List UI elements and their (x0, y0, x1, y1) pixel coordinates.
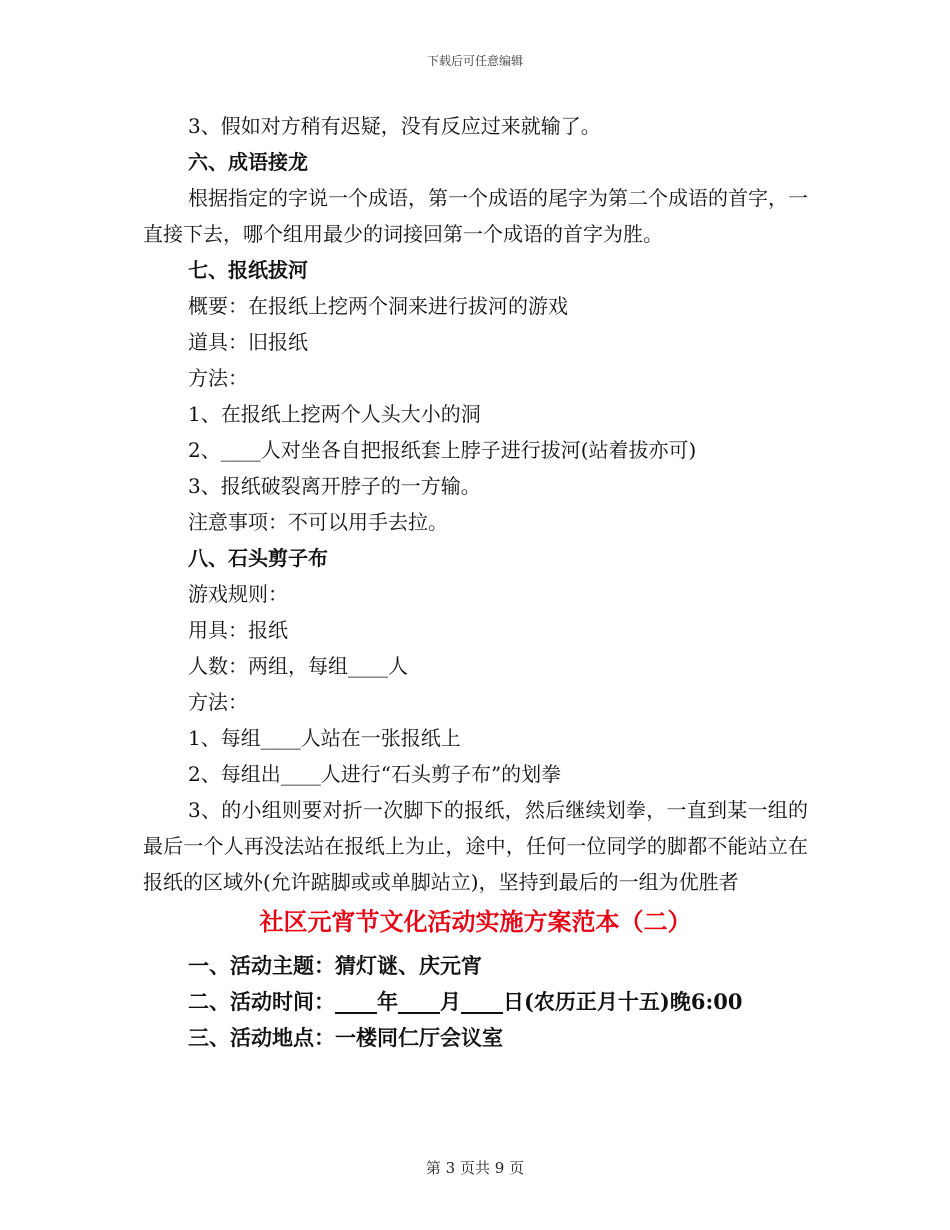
list-item: 2、____人对坐各自把报纸套上脖子进行拔河(站着拔亦可) (188, 438, 697, 462)
activity-time: 二、活动时间：____年____月____日(农历正月十五)晚6:00 (188, 989, 743, 1014)
paragraph: 用具：报纸 (188, 618, 288, 642)
list-item: 3、的小组则要对折一次脚下的报纸，然后继续划拳，一直到某一组的最后一个人再没法站在报纸上为止，途中，任何一位同学的脚都不能站立在报纸的区域外(允许踮脚或或单脚站立)，坚持到最后的一组为优胜者 (143, 798, 808, 894)
document-body (143, 108, 808, 1056)
paragraph: 注意事项：不可以用手去拉。 (188, 510, 448, 534)
paragraph: 方法： (188, 366, 248, 390)
list-item: 2、每组出____人进行“石头剪子布”的划拳 (188, 762, 562, 786)
paragraph: 游戏规则： (188, 582, 288, 606)
paragraph: 道具：旧报纸 (188, 330, 308, 354)
page-footer: 第 3 页共 9 页 (425, 1159, 525, 1177)
paragraph: 方法： (188, 690, 248, 714)
list-item: 3、报纸破裂离开脖子的一方输。 (188, 474, 481, 498)
page-header: 下载后可任意编辑 (426, 54, 523, 68)
section-heading: 七、报纸拔河 (188, 258, 308, 282)
paragraph: 概要：在报纸上挖两个洞来进行拔河的游戏 (188, 294, 568, 318)
section-heading: 八、石头剪子布 (188, 546, 328, 570)
document-title: 社区元宵节文化活动实施方案范本（二） (259, 907, 692, 936)
list-item: 1、在报纸上挖两个人头大小的洞 (188, 402, 481, 426)
paragraph: 人数：两组，每组____人 (188, 654, 408, 678)
list-item: 1、每组____人站在一张报纸上 (188, 726, 461, 750)
paragraph: 根据指定的字说一个成语，第一个成语的尾字为第二个成语的首字，一直接下去，哪个组用最少的词接回第一个成语的首字为胜。 (143, 186, 808, 246)
section-heading: 六、成语接龙 (188, 150, 308, 174)
paragraph: 3、假如对方稍有迟疑，没有反应过来就输了。 (188, 114, 601, 138)
activity-theme: 一、活动主题：猜灯谜、庆元宵 (188, 953, 482, 978)
activity-location: 三、活动地点：一楼同仁厅会议室 (188, 1025, 503, 1050)
